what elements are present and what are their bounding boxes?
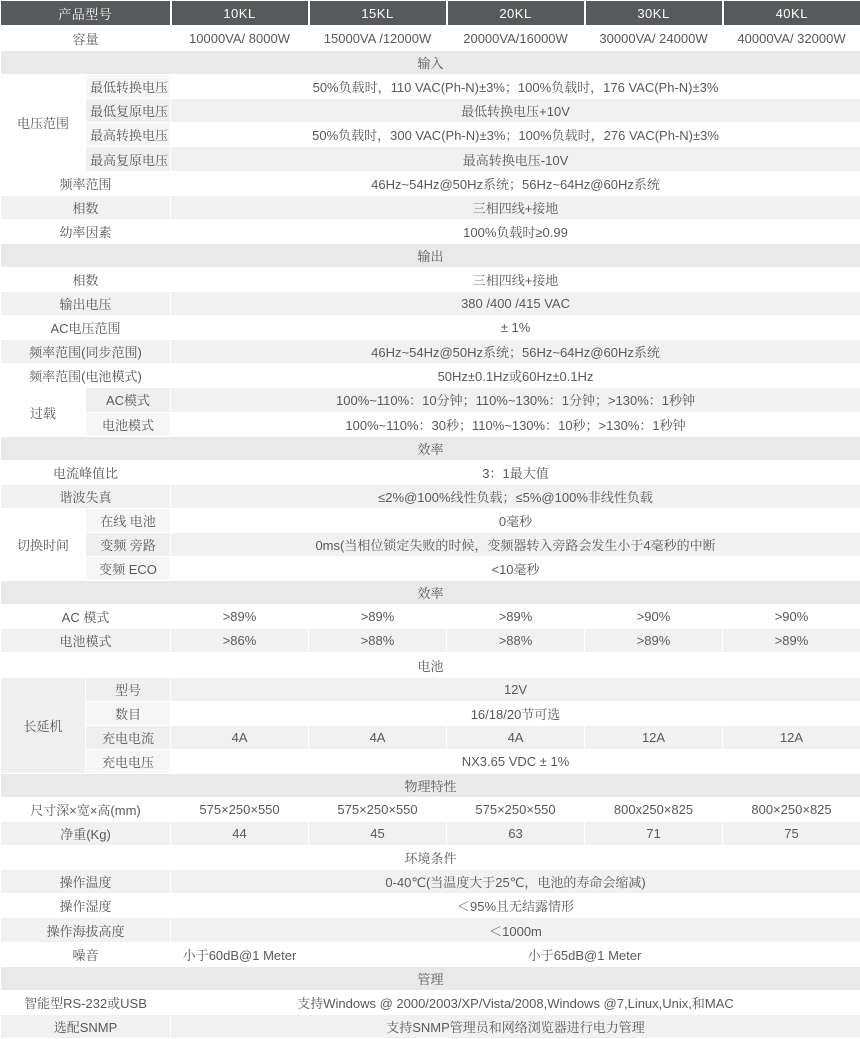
spec-row xyxy=(1,171,860,195)
sub-row-label: 型号 xyxy=(86,677,171,701)
row-label: 频率范围(同步范围) xyxy=(1,340,171,364)
section-label: 物理特性 xyxy=(1,773,860,797)
spec-row xyxy=(1,219,860,243)
value-cell: 0-40℃(当温度大于25℃，电池的寿命会缩减) xyxy=(171,870,860,894)
row-label: 电池模式 xyxy=(1,629,171,653)
value-cell: >89% xyxy=(171,605,309,629)
row-label: 选配SNMP xyxy=(1,1014,171,1038)
spec-row xyxy=(1,147,860,171)
spec-row xyxy=(1,316,860,340)
spec-row xyxy=(1,292,860,316)
value-cell: NX3.65 VDC ± 1% xyxy=(171,749,860,773)
value-cell: 45 xyxy=(309,822,447,846)
value-cell: 12A xyxy=(723,725,860,749)
value-cell: 3：1最大值 xyxy=(171,460,860,484)
value-cell: 4A xyxy=(171,725,309,749)
spec-row xyxy=(1,677,860,701)
value-cell: ≤2%@100%线性负载；≤5%@100%非线性负载 xyxy=(171,484,860,508)
sub-row-label: 数目 xyxy=(86,701,171,725)
sub-row-label: AC模式 xyxy=(86,388,171,412)
value-cell: 575×250×550 xyxy=(447,798,585,822)
group-label: 长延机 xyxy=(1,677,86,773)
spec-row xyxy=(1,99,860,123)
section-label: 效率 xyxy=(1,436,860,460)
value-cell: >90% xyxy=(723,605,860,629)
value-cell: >88% xyxy=(447,629,585,653)
value-cell: >89% xyxy=(447,605,585,629)
value-cell: 三相四线+接地 xyxy=(171,195,860,219)
value-cell: 575×250×550 xyxy=(309,798,447,822)
header-column-10kl: 10KL xyxy=(171,1,309,27)
value-cell: 4A xyxy=(447,725,585,749)
spec-row xyxy=(1,822,860,846)
value-cell: 63 xyxy=(447,822,585,846)
table-body xyxy=(1,26,860,1039)
value-cell: ＜95%且无结露情形 xyxy=(171,894,860,918)
value-cell: 16/18/20节可选 xyxy=(171,701,860,725)
section-label: 输出 xyxy=(1,243,860,267)
value-cell: 575×250×550 xyxy=(171,798,309,822)
section-label: 管理 xyxy=(1,966,860,990)
header-column-30kl: 30KL xyxy=(585,1,723,27)
header-column-15kl: 15KL xyxy=(309,1,447,27)
row-label: 频率范围 xyxy=(1,171,171,195)
spec-row xyxy=(1,388,860,412)
value-cell: 800×250×825 xyxy=(723,798,860,822)
value-cell: 100%~110%：10分钟；110%~130%：1分钟；>130%：1秒钟 xyxy=(171,388,860,412)
section-label: 效率 xyxy=(1,581,860,605)
value-cell: 0毫秒 xyxy=(171,508,860,532)
group-label: 过载 xyxy=(1,388,86,436)
section-label: 电池 xyxy=(1,653,860,677)
sub-row-label: 最低转换电压 xyxy=(86,75,171,99)
section-row xyxy=(1,846,860,870)
spec-row xyxy=(1,629,860,653)
value-cell: 小于65dB@1 Meter xyxy=(309,942,860,966)
sub-row-label: 在线 电池 xyxy=(86,508,171,532)
spec-row xyxy=(1,798,860,822)
section-label: 环境条件 xyxy=(1,846,860,870)
spec-row xyxy=(1,701,860,725)
value-cell: >89% xyxy=(585,629,723,653)
spec-row xyxy=(1,340,860,364)
spec-row xyxy=(1,75,860,99)
spec-row xyxy=(1,195,860,219)
section-row xyxy=(1,966,860,990)
row-label: 噪音 xyxy=(1,942,171,966)
sub-row-label: 最高转换电压 xyxy=(86,123,171,147)
spec-row xyxy=(1,123,860,147)
value-cell: 46Hz~54Hz@50Hz系统；56Hz~64Hz@60Hz系统 xyxy=(171,171,860,195)
table-header xyxy=(1,1,860,27)
row-label: 幼率因素 xyxy=(1,219,171,243)
value-cell: 75 xyxy=(723,822,860,846)
sub-row-label: 最低复原电压 xyxy=(86,99,171,123)
row-label: AC 模式 xyxy=(1,605,171,629)
value-cell: 44 xyxy=(171,822,309,846)
value-cell: 10000VA/ 8000W xyxy=(171,26,309,51)
value-cell: 支持SNMP管理员和网络浏览器进行电力管理 xyxy=(171,1014,860,1038)
row-label: 电流峰值比 xyxy=(1,460,171,484)
value-cell: >89% xyxy=(309,605,447,629)
value-cell: 最高转换电压-10V xyxy=(171,147,860,171)
value-cell: 71 xyxy=(585,822,723,846)
value-cell: 12V xyxy=(171,677,860,701)
sub-row-label: 电池模式 xyxy=(86,412,171,436)
row-label: 容量 xyxy=(1,26,171,51)
group-label: 电压范围 xyxy=(1,75,86,171)
value-cell: >88% xyxy=(309,629,447,653)
value-cell: <10毫秒 xyxy=(171,557,860,581)
row-label: 智能型RS-232或USB xyxy=(1,990,171,1014)
section-row xyxy=(1,653,860,677)
value-cell: 50%负载时，110 VAC(Ph-N)±3%；100%负载时，176 VAC(Ph-N)±3% xyxy=(171,75,860,99)
row-label: 谐波失真 xyxy=(1,484,171,508)
value-cell: 100%负载时≥0.99 xyxy=(171,219,860,243)
row-label: 输出电压 xyxy=(1,292,171,316)
spec-row xyxy=(1,894,860,918)
row-label: 操作温度 xyxy=(1,870,171,894)
section-row xyxy=(1,436,860,460)
section-row xyxy=(1,773,860,797)
value-cell: 50Hz±0.1Hz或60Hz±0.1Hz xyxy=(171,364,860,388)
spec-row xyxy=(1,557,860,581)
section-row xyxy=(1,581,860,605)
value-cell: 12A xyxy=(585,725,723,749)
spec-row xyxy=(1,749,860,773)
value-cell: 800x250×825 xyxy=(585,798,723,822)
spec-row xyxy=(1,26,860,51)
spec-row xyxy=(1,484,860,508)
header-column-20kl: 20KL xyxy=(447,1,585,27)
header-row xyxy=(1,1,860,27)
row-label: 相数 xyxy=(1,195,171,219)
sub-row-label: 变频 旁路 xyxy=(86,532,171,556)
row-label: 净重(Kg) xyxy=(1,822,171,846)
sub-row-label: 变频 ECO xyxy=(86,557,171,581)
spec-row xyxy=(1,725,860,749)
spec-row xyxy=(1,605,860,629)
value-cell: ＜1000m xyxy=(171,918,860,942)
spec-row xyxy=(1,364,860,388)
spec-row xyxy=(1,460,860,484)
value-cell: 4A xyxy=(309,725,447,749)
row-label: 尺寸深×宽×高(mm) xyxy=(1,798,171,822)
sub-row-label: 最高复原电压 xyxy=(86,147,171,171)
spec-row xyxy=(1,870,860,894)
value-cell: 100%~110%：30秒；110%~130%：10秒；>130%：1秒钟 xyxy=(171,412,860,436)
value-cell: 三相四线+接地 xyxy=(171,267,860,291)
sub-row-label: 充电电流 xyxy=(86,725,171,749)
spec-row xyxy=(1,267,860,291)
value-cell: >90% xyxy=(585,605,723,629)
row-label: 相数 xyxy=(1,267,171,291)
value-cell: 46Hz~54Hz@50Hz系统；56Hz~64Hz@60Hz系统 xyxy=(171,340,860,364)
value-cell: >89% xyxy=(723,629,860,653)
spec-row xyxy=(1,508,860,532)
spec-row xyxy=(1,532,860,556)
header-column-40kl: 40KL xyxy=(723,1,860,27)
value-cell: 50%负载时，300 VAC(Ph-N)±3%；100%负载时，276 VAC(Ph-N)±3% xyxy=(171,123,860,147)
row-label: AC电压范围 xyxy=(1,316,171,340)
spec-row xyxy=(1,412,860,436)
section-row xyxy=(1,243,860,267)
spec-row xyxy=(1,918,860,942)
row-label: 操作湿度 xyxy=(1,894,171,918)
spec-row xyxy=(1,1014,860,1038)
value-cell: 最低转换电压+10V xyxy=(171,99,860,123)
sub-row-label: 充电电压 xyxy=(86,749,171,773)
section-label: 输入 xyxy=(1,51,860,75)
value-cell: >86% xyxy=(171,629,309,653)
row-label: 频率范围(电池模式) xyxy=(1,364,171,388)
value-cell: 15000VA /12000W xyxy=(309,26,447,51)
spec-row xyxy=(1,990,860,1014)
group-label: 切换时间 xyxy=(1,508,86,580)
value-cell: 380 /400 /415 VAC xyxy=(171,292,860,316)
value-cell: 40000VA/ 32000W xyxy=(723,26,860,51)
row-label: 操作海拔高度 xyxy=(1,918,171,942)
value-cell: 小于60dB@1 Meter xyxy=(171,942,309,966)
header-model-label: 产品型号 xyxy=(1,1,171,27)
section-row xyxy=(1,51,860,75)
value-cell: 20000VA/16000W xyxy=(447,26,585,51)
value-cell: 0ms(当相位锁定失败的时候，变频器转入旁路会发生小于4毫秒的中断 xyxy=(171,532,860,556)
value-cell: ± 1% xyxy=(171,316,860,340)
value-cell: 支持Windows @ 2000/2003/XP/Vista/2008,Windows @7,Linux,Unix,和MAC xyxy=(171,990,860,1014)
spec-row xyxy=(1,942,860,966)
value-cell: 30000VA/ 24000W xyxy=(585,26,723,51)
